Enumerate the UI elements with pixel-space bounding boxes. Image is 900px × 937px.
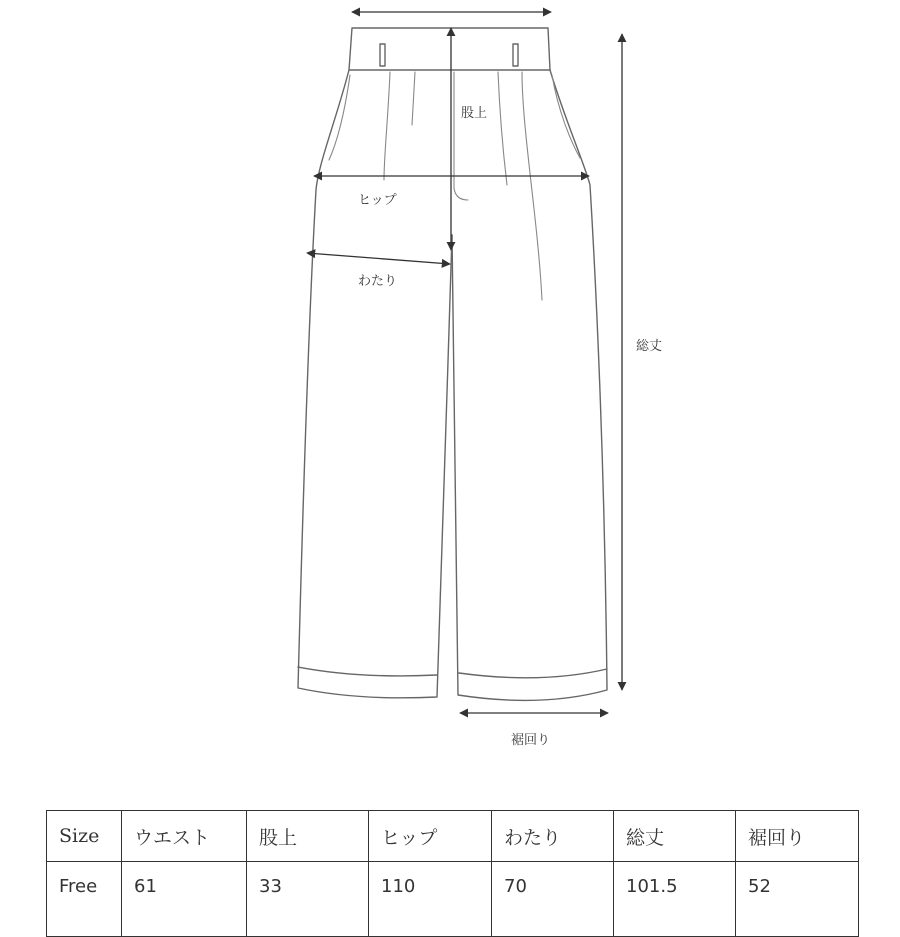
cell-hip: 110 <box>369 862 492 937</box>
header-hem: 裾回り <box>736 811 859 862</box>
header-waist: ウエスト <box>122 811 247 862</box>
table-header-row <box>47 811 859 862</box>
rise-label: 股上 <box>461 106 488 121</box>
cell-size: Free <box>47 862 122 937</box>
header-size: Size <box>47 811 122 862</box>
pants-outline <box>298 28 607 700</box>
pants-details <box>329 72 580 300</box>
header-rise: 股上 <box>247 811 369 862</box>
header-hip: ヒップ <box>369 811 492 862</box>
cell-length: 101.5 <box>614 862 736 937</box>
hip-label: ヒップ <box>358 193 397 208</box>
cell-hem: 52 <box>736 862 859 937</box>
size-table <box>46 810 859 937</box>
thigh-arrow <box>307 253 450 264</box>
header-length: 総丈 <box>614 811 736 862</box>
cell-rise: 33 <box>247 862 369 937</box>
cell-waist: 61 <box>122 862 247 937</box>
header-thigh: わたり <box>492 811 614 862</box>
hem-label: 裾回り <box>511 733 551 748</box>
cell-thigh: 70 <box>492 862 614 937</box>
thigh-label: わたり <box>358 274 398 289</box>
length-label: 総丈 <box>636 339 663 354</box>
table-row <box>47 862 859 937</box>
